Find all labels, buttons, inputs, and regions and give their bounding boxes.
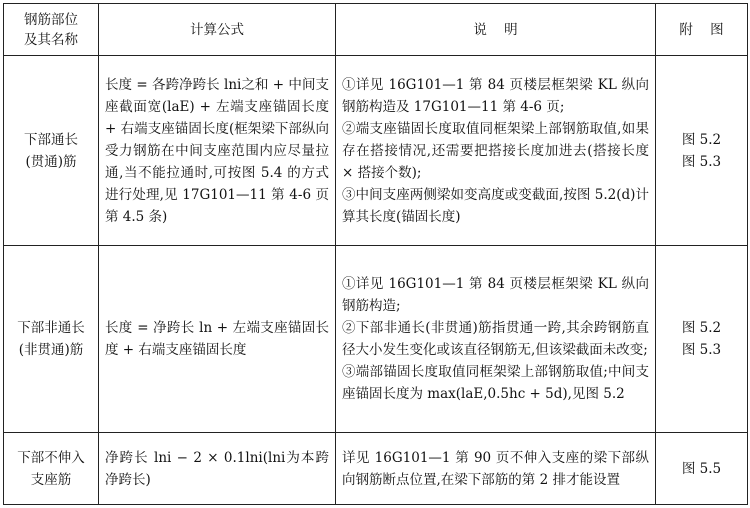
desc-line: ②下部非通长(非贯通)筋指贯通一跨,其余跨钢筋直径大小发生变化或该直径钢筋无,但该梁截面未改变; [342, 320, 649, 358]
row-formula: 净跨长 lni − 2 × 0.1lni(lni为本跨净跨长) [99, 433, 336, 505]
fig-ref: 图 5.3 [681, 342, 722, 358]
desc-line: ③中间支座两侧梁如变高度或变截面,按图 5.2(d)计算其长度(锚固长度) [342, 186, 649, 225]
row-formula: 长度 = 净跨长 ln + 左端支座锚固长度 + 右端支座锚固长度 [99, 246, 336, 433]
table-row [4, 56, 748, 246]
table-row [4, 433, 748, 505]
row-figs [656, 433, 748, 505]
desc-line: ③端部锚固长度取值同框架梁上部钢筋取值;中间支座锚固长度为 max(laE,0.5hc + 5d),见图 5.2 [342, 364, 649, 402]
row-part: 下部不伸入支座筋 [4, 433, 99, 505]
desc-line: 详见 16G101—1 第 90 页不伸入支座的梁下部纵向钢筋断点位置,在梁下部筋的第 2 排才能设置 [342, 449, 649, 488]
row-part: 下部通长(贯通)筋 [4, 56, 99, 246]
row-part: 下部非通长(非贯通)筋 [4, 246, 99, 433]
row-desc [336, 246, 656, 433]
row-figs [656, 56, 748, 246]
rebar-table [3, 3, 748, 505]
header-row [4, 4, 748, 56]
header-part: 钢筋部位及其名称 [4, 4, 99, 56]
desc-line: ①详见 16G101—1 第 84 页楼层框架梁 KL 纵向钢筋构造; [342, 276, 649, 314]
fig-ref: 图 5.2 [681, 131, 722, 148]
desc-line: ②端支座锚固长度取值同框架梁上部钢筋取值,如果存在搭接情况,还需要把搭接长度加进去(搭接长度 × 搭接个数); [342, 120, 649, 181]
row-figs [656, 246, 748, 433]
fig-ref: 图 5.2 [681, 320, 722, 336]
fig-ref: 图 5.5 [681, 460, 722, 477]
row-desc [336, 56, 656, 246]
table-row [4, 246, 748, 433]
header-desc: 说 明 [336, 4, 656, 56]
fig-ref: 图 5.3 [681, 153, 722, 170]
header-formula: 计算公式 [99, 4, 336, 56]
desc-line: ①详见 16G101—1 第 84 页楼层框架梁 KL 纵向钢筋构造及 17G101—11 第 4-6 页; [342, 76, 649, 115]
row-desc [336, 433, 656, 505]
header-fig: 附 图 [656, 4, 748, 56]
row-formula: 长度 = 各跨净跨长 lni之和 + 中间支座截面宽(laE) + 左端支座锚固长度 + 右端支座锚固长度(框架梁下部纵向受力钢筋在中间支座范围内应尽量拉通,当不能拉通时,可按图 5.4 的方式进行处理,见 17G101—11 第 4-6 页第 4.5 条) [99, 56, 336, 246]
